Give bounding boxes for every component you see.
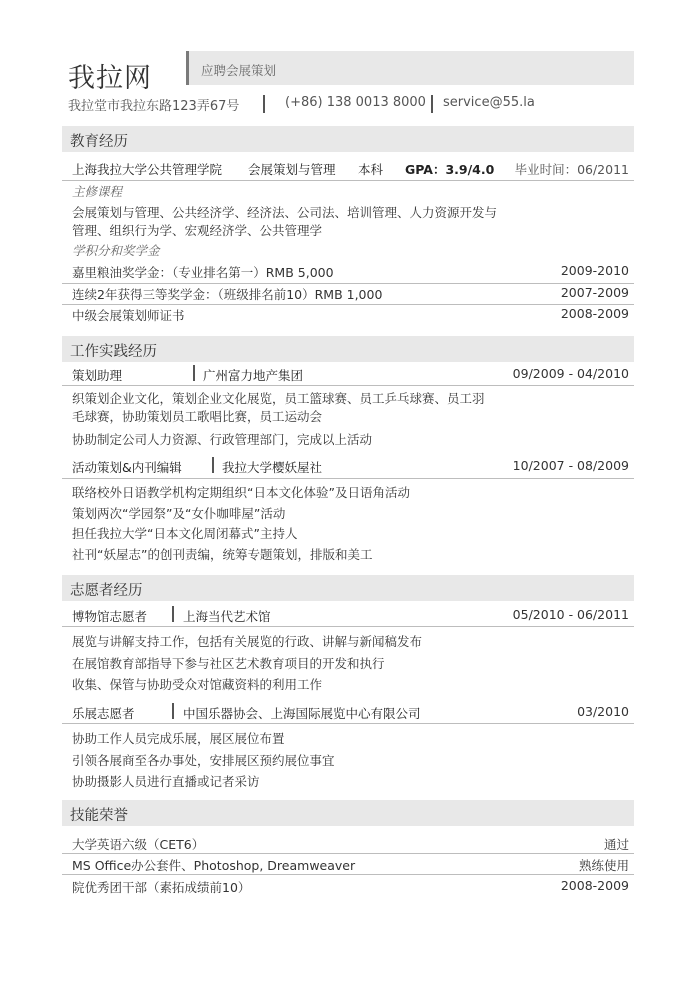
divider [62,283,634,284]
phone: (+86) 138 0013 8000 [285,95,426,110]
work-section-header [62,336,634,362]
award-text: 中级会展策划师证书 [72,308,185,323]
education-section-header [62,126,634,152]
award-text: 连续2年获得三等奖学金：（班级排名前10）RMB 1,000 [72,287,383,302]
skill-text: MS Office办公套件、Photoshop, Dreamweaver [72,858,356,873]
courses-line: 会展策划与管理、公共经济学、经济法、公司法、培训管理、人力资源开发与 [72,205,498,220]
role-divider [212,457,214,473]
section-title: 工作实践经历 [70,344,157,360]
job-org: 广州富力地产集团 [203,368,304,383]
gpa-value: 3.9/4.0 [445,162,495,177]
divider [62,853,634,854]
degree: 本科 [358,162,384,177]
email: service@55.la [443,95,535,110]
role-divider [172,606,174,622]
skill-text: 院优秀团干部（素拓成绩前10） [72,880,251,895]
divider [62,874,634,875]
role-divider [193,365,195,381]
volunteer-line: 引领各展商至各办事处，安排展区预约展位事宜 [72,753,335,768]
courses-line: 管理、组织行为学、宏观经济学、公共管理学 [72,223,323,238]
job-line: 策划两次“学园祭”及“女仆咖啡屋”活动 [72,506,286,521]
volunteer-org: 上海当代艺术馆 [183,609,271,624]
job-line: 毛球赛，协助策划员工歌唱比赛，员工运动会 [72,409,323,424]
award-date: 2007-2009 [560,285,629,300]
position-title: 应聘会展策划 [201,63,277,78]
award-date: 2008-2009 [560,306,629,321]
divider [62,626,634,627]
volunteer-line: 在展馆教育部指导下参与社区艺术教育项目的开发和执行 [72,656,385,671]
job-org: 我拉大学樱妖屋社 [222,460,323,475]
skill-value: 2008-2009 [560,878,629,893]
divider [62,385,634,386]
gpa [405,160,494,178]
volunteer-line: 展览与讲解支持工作，包括有关展览的行政、讲解与新闻稿发布 [72,634,423,649]
volunteer-role: 乐展志愿者 [72,706,135,721]
courses-title: 主修课程 [72,184,123,199]
skill-value: 通过 [603,837,629,852]
section-title: 志愿者经历 [70,583,143,599]
volunteer-date: 05/2010 - 06/2011 [512,607,629,622]
contact-divider [431,95,433,113]
volunteer-line: 协助工作人员完成乐展，展区展位布置 [72,731,285,746]
section-title: 技能荣誉 [70,808,128,824]
job-line: 协助制定公司人力资源、行政管理部门，完成以上活动 [72,432,373,447]
volunteer-line: 协助摄影人员进行直播或记者采访 [72,774,260,789]
job-line: 社刊“妖屋志”的创刊责编，统筹专题策划，排版和美工 [72,547,373,562]
volunteer-section-header [62,575,634,601]
section-title: 教育经历 [70,134,128,150]
address: 我拉堂市我拉东路123弄67号 [68,99,240,114]
school-name: 上海我拉大学公共管理学院 [72,162,223,177]
job-line: 担任我拉大学“日本文化周闭幕式”主持人 [72,526,298,541]
skills-section-header [62,800,634,826]
candidate-name: 我拉网 [68,63,152,94]
skill-value: 熟练使用 [578,858,629,873]
job-role: 活动策划&内刊编辑 [72,460,182,475]
job-date: 10/2007 - 08/2009 [512,458,629,473]
divider [62,478,634,479]
job-line: 织策划企业文化，策划企业文化展览，员工篮球赛、员工乒乓球赛、员工羽 [72,391,485,406]
position-box [186,51,634,85]
contact-divider [263,95,265,113]
divider [62,304,634,305]
awards-title: 学积分和奖学金 [72,243,160,258]
volunteer-line: 收集、保管与协助受众对馆藏资料的利用工作 [72,677,323,692]
volunteer-role: 博物馆志愿者 [72,609,148,624]
award-date: 2009-2010 [560,263,629,278]
volunteer-date: 03/2010 [577,704,629,719]
skill-text: 大学英语六级（CET6） [72,837,205,852]
volunteer-org: 中国乐器协会、上海国际展览中心有限公司 [183,706,421,721]
job-date: 09/2009 - 04/2010 [512,366,629,381]
job-line: 联络校外日语教学机构定期组织“日本文化体验”及日语角活动 [72,485,410,500]
role-divider [172,703,174,719]
graduation-date: 毕业时间：06/2011 [514,162,629,177]
job-role: 策划助理 [72,368,123,383]
divider [62,180,634,181]
divider [62,723,634,724]
major: 会展策划与管理 [248,162,336,177]
gpa-label: GPA： [405,162,446,177]
award-text: 嘉里粮油奖学金：（专业排名第一）RMB 5,000 [72,265,334,280]
